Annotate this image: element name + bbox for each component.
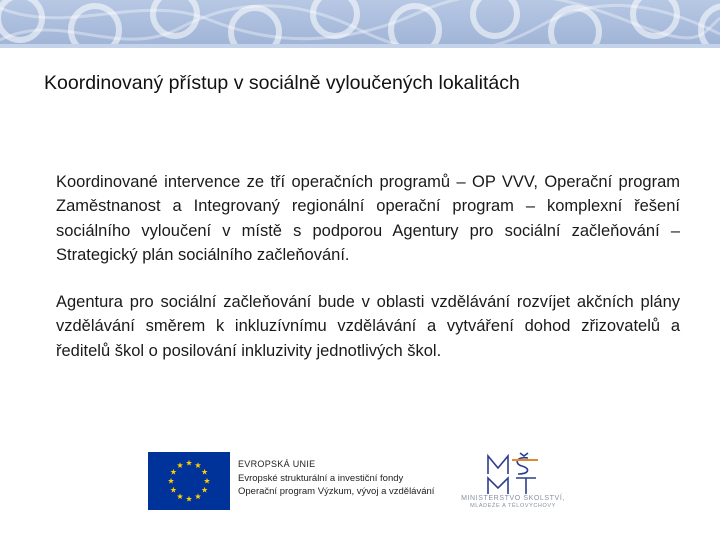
eu-star-icon bbox=[202, 469, 208, 475]
eu-logo-line-1: EVROPSKÁ UNIE bbox=[238, 459, 316, 469]
eu-star-icon bbox=[195, 493, 201, 499]
eu-star-icon bbox=[177, 493, 183, 499]
msmt-logo-line-2: MLÁDEŽE A TĚLOVÝCHOVY bbox=[470, 503, 556, 509]
eu-star-icon bbox=[195, 462, 201, 468]
msmt-logo-icon bbox=[484, 452, 544, 496]
eu-flag-icon bbox=[148, 452, 230, 510]
eu-logo-text bbox=[238, 458, 434, 499]
paragraph-1: Koordinované intervence ze tří operačních programů – OP VVV, Operační program Zaměstnanost a Integrovaný regionální operační program – komplexní řešení sociálního vyloučení v místě s podporou Agentury pro sociální začleňování – Strategický plán sociálního začleňování. bbox=[56, 173, 680, 265]
banner-pattern bbox=[0, 0, 720, 48]
eu-star-icon bbox=[177, 462, 183, 468]
eu-star-icon bbox=[202, 487, 208, 493]
slide-title: Koordinovaný přístup v sociálně vyloučených lokalitách bbox=[44, 72, 520, 94]
eu-star-icon bbox=[186, 460, 192, 466]
eu-star-icon bbox=[204, 478, 210, 484]
msmt-logo bbox=[448, 452, 578, 512]
footer-logos bbox=[148, 452, 578, 512]
eu-star-icon bbox=[170, 487, 176, 493]
msmt-logo-line-1: MINISTERSTVO ŠKOLSTVÍ, bbox=[461, 495, 565, 502]
eu-star-icon bbox=[186, 496, 192, 502]
eu-star-icon bbox=[170, 469, 176, 475]
eu-logo-line-3: Operační program Výzkum, vývoj a vzdělávání bbox=[238, 486, 435, 497]
paragraph-2: Agentura pro sociální začleňování bude v oblasti vzdělávání rozvíjet akčních plány vzdělávání směrem k inkluzívnímu vzdělávání a vytváření dohod zřizovatelů a ředitelů škol o posilování inkluzivity jednotlivých škol. bbox=[56, 293, 680, 360]
header-banner bbox=[0, 0, 720, 48]
eu-star-icon bbox=[168, 478, 174, 484]
eu-logo-line-2: Evropské strukturální a investiční fondy bbox=[238, 472, 404, 484]
